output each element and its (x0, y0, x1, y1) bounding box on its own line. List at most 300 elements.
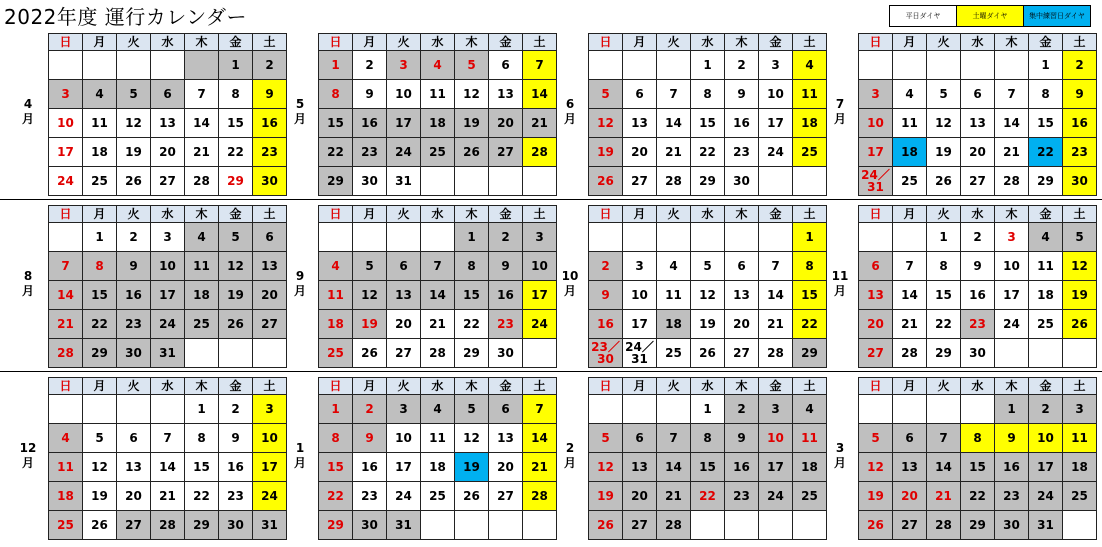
day-cell (927, 51, 961, 80)
day-cell (523, 511, 557, 540)
day-cell: 10 (151, 252, 185, 281)
day-cell: 29 (927, 339, 961, 368)
month-suffix: 月 (21, 284, 34, 298)
day-cell: 18 (893, 138, 927, 167)
day-cell: 1 (319, 395, 353, 424)
day-cell (49, 395, 83, 424)
weekday-header: 日 (49, 206, 83, 223)
week-row (49, 339, 287, 368)
day-cell: 25 (657, 339, 691, 368)
day-cell (859, 51, 893, 80)
day-cell: 24 (995, 310, 1029, 339)
weekday-header: 月 (353, 378, 387, 395)
day-cell: 6 (725, 252, 759, 281)
day-cell: 24 (387, 138, 421, 167)
weekday-header: 日 (49, 34, 83, 51)
day-cell: 9 (961, 252, 995, 281)
day-cell: 11 (421, 424, 455, 453)
day-cell: 13 (117, 453, 151, 482)
day-cell: 3 (253, 395, 287, 424)
day-cell: 5 (1063, 223, 1097, 252)
day-cell: 5 (117, 80, 151, 109)
weekday-header: 月 (353, 206, 387, 223)
day-cell: 6 (489, 51, 523, 80)
day-cell (1063, 339, 1097, 368)
day-cell: 15 (319, 453, 353, 482)
week-row (859, 252, 1097, 281)
month-grid-4 (48, 33, 287, 196)
page-title: 2022年度 運行カレンダー (4, 5, 247, 29)
weekday-header-row (49, 34, 287, 51)
day-cell: 13 (623, 453, 657, 482)
day-cell (961, 395, 995, 424)
day-cell: 8 (319, 424, 353, 453)
weekday-header: 木 (455, 378, 489, 395)
weekday-header: 水 (691, 378, 725, 395)
day-cell: 15 (455, 281, 489, 310)
day-cell: 7 (49, 252, 83, 281)
day-cell (151, 395, 185, 424)
month-label-1 (290, 441, 310, 471)
day-cell: 1 (995, 395, 1029, 424)
week-row (589, 453, 827, 482)
weekday-header: 日 (319, 34, 353, 51)
day-cell: 18 (319, 310, 353, 339)
day-cell: 24 (1029, 482, 1063, 511)
month-number: 7 (835, 97, 845, 111)
weekday-header: 水 (421, 378, 455, 395)
day-cell: 3 (1063, 395, 1097, 424)
month-suffix: 月 (21, 456, 34, 470)
day-cell: 10 (523, 252, 557, 281)
day-cell: 8 (691, 80, 725, 109)
day-cell: 24 (49, 167, 83, 196)
day-cell: 3 (387, 51, 421, 80)
week-row (589, 281, 827, 310)
month-label-9 (290, 269, 310, 299)
week-row (589, 482, 827, 511)
week-row (589, 167, 827, 196)
weekday-header: 土 (253, 378, 287, 395)
weekday-header: 金 (759, 34, 793, 51)
day-cell: 7 (151, 424, 185, 453)
weekday-header: 水 (691, 206, 725, 223)
day-cell: 4 (49, 424, 83, 453)
weekday-header: 金 (219, 378, 253, 395)
day-cell: 23 (219, 482, 253, 511)
weekday-header: 土 (1063, 34, 1097, 51)
day-cell: 15 (1029, 109, 1063, 138)
day-cell: 21 (995, 138, 1029, 167)
month-grid-7 (858, 33, 1097, 196)
month-suffix: 月 (293, 456, 306, 470)
day-cell: 13 (387, 281, 421, 310)
week-row (859, 310, 1097, 339)
day-cell: 21 (421, 310, 455, 339)
day-cell (725, 511, 759, 540)
day-cell (589, 395, 623, 424)
day-cell (893, 51, 927, 80)
day-cell (489, 511, 523, 540)
month-number: 8 (23, 269, 33, 283)
day-cell: 9 (117, 252, 151, 281)
day-cell: 28 (151, 511, 185, 540)
day-cell: 16 (353, 453, 387, 482)
day-cell: 14 (523, 424, 557, 453)
week-row (859, 395, 1097, 424)
weekday-header: 木 (995, 34, 1029, 51)
week-row (859, 51, 1097, 80)
day-cell: 19 (455, 453, 489, 482)
day-cell: 15 (793, 281, 827, 310)
day-cell: 21 (893, 310, 927, 339)
week-row (49, 482, 287, 511)
month-suffix: 月 (563, 456, 576, 470)
day-cell: 14 (421, 281, 455, 310)
weekday-header: 土 (1063, 206, 1097, 223)
day-cell: 17 (759, 453, 793, 482)
day-cell: 18 (185, 281, 219, 310)
day-cell: 30 (961, 339, 995, 368)
weekday-header: 金 (1029, 378, 1063, 395)
month-number: 2 (565, 441, 575, 455)
weekday-header: 水 (151, 206, 185, 223)
month-number: 12 (19, 441, 37, 455)
day-cell (961, 51, 995, 80)
day-cell: 18 (1029, 281, 1063, 310)
weekday-header: 木 (185, 34, 219, 51)
day-cell (995, 51, 1029, 80)
day-cell (623, 51, 657, 80)
day-cell: 18 (657, 310, 691, 339)
day-cell: 17 (387, 453, 421, 482)
day-cell: 31 (387, 167, 421, 196)
week-row (319, 395, 557, 424)
weekday-header-row (49, 206, 287, 223)
day-cell: 17 (523, 281, 557, 310)
week-row (859, 281, 1097, 310)
weekday-header: 土 (793, 206, 827, 223)
weekday-header: 日 (859, 206, 893, 223)
weekday-header: 金 (489, 378, 523, 395)
day-cell: 10 (253, 424, 287, 453)
day-cell (455, 511, 489, 540)
weekday-header: 火 (927, 378, 961, 395)
day-cell: 11 (319, 281, 353, 310)
day-cell (219, 339, 253, 368)
week-row (319, 482, 557, 511)
day-cell: 29 (793, 339, 827, 368)
weekday-header: 金 (219, 34, 253, 51)
day-cell: 6 (893, 424, 927, 453)
week-row (49, 138, 287, 167)
month-number: 5 (295, 97, 305, 111)
day-cell: 1 (927, 223, 961, 252)
day-cell: 6 (961, 80, 995, 109)
weekday-header: 土 (523, 378, 557, 395)
month-grid-2 (588, 377, 827, 540)
day-cell: 19 (117, 138, 151, 167)
day-cell: 28 (49, 339, 83, 368)
weekday-header-row (859, 34, 1097, 51)
legend (890, 5, 1091, 27)
day-cell: 24 (523, 310, 557, 339)
weekday-header: 金 (219, 206, 253, 223)
day-cell: 21 (759, 310, 793, 339)
day-cell (455, 167, 489, 196)
day-cell: 17 (253, 453, 287, 482)
week-row (859, 138, 1097, 167)
week-row (589, 395, 827, 424)
weekday-header: 日 (589, 206, 623, 223)
day-cell (657, 51, 691, 80)
weekday-header: 月 (623, 378, 657, 395)
weekday-header: 月 (893, 206, 927, 223)
day-cell: 20 (489, 453, 523, 482)
day-cell: 2 (489, 223, 523, 252)
day-cell: 24／ 31 (623, 339, 657, 368)
day-cell: 6 (387, 252, 421, 281)
day-cell: 22 (691, 482, 725, 511)
day-cell (489, 167, 523, 196)
day-cell (1029, 339, 1063, 368)
week-row (859, 80, 1097, 109)
day-cell (589, 51, 623, 80)
day-cell: 9 (253, 80, 287, 109)
day-cell: 27 (725, 339, 759, 368)
day-cell: 15 (691, 109, 725, 138)
day-cell: 26 (353, 339, 387, 368)
day-cell: 15 (319, 109, 353, 138)
day-cell: 8 (83, 252, 117, 281)
weekday-header: 木 (725, 206, 759, 223)
day-cell: 30 (995, 511, 1029, 540)
day-cell: 23 (353, 482, 387, 511)
week-row (319, 167, 557, 196)
day-cell: 5 (859, 424, 893, 453)
day-cell: 7 (523, 51, 557, 80)
day-cell: 13 (961, 109, 995, 138)
day-cell: 20 (961, 138, 995, 167)
day-cell: 19 (927, 138, 961, 167)
day-cell: 25 (319, 339, 353, 368)
day-cell: 17 (995, 281, 1029, 310)
week-row (589, 80, 827, 109)
day-cell: 27 (489, 138, 523, 167)
week-row (589, 109, 827, 138)
day-cell: 12 (859, 453, 893, 482)
weekday-header: 火 (657, 34, 691, 51)
day-cell: 14 (927, 453, 961, 482)
week-row (319, 310, 557, 339)
day-cell (589, 223, 623, 252)
day-cell: 12 (117, 109, 151, 138)
week-row (49, 223, 287, 252)
day-cell: 29 (961, 511, 995, 540)
day-cell: 28 (523, 482, 557, 511)
day-cell: 22 (961, 482, 995, 511)
day-cell: 7 (893, 252, 927, 281)
day-cell: 4 (1029, 223, 1063, 252)
day-cell: 24 (759, 138, 793, 167)
month-label-5 (290, 97, 310, 127)
day-cell: 18 (49, 482, 83, 511)
month-number: 10 (561, 269, 579, 283)
day-cell: 18 (1063, 453, 1097, 482)
day-cell: 8 (185, 424, 219, 453)
day-cell: 10 (759, 80, 793, 109)
day-cell: 16 (353, 109, 387, 138)
day-cell: 22 (455, 310, 489, 339)
day-cell (83, 51, 117, 80)
day-cell: 12 (219, 252, 253, 281)
day-cell: 8 (691, 424, 725, 453)
week-row (589, 138, 827, 167)
day-cell: 12 (589, 109, 623, 138)
day-cell: 20 (893, 482, 927, 511)
day-cell: 5 (589, 80, 623, 109)
weekday-header: 土 (523, 34, 557, 51)
day-cell: 10 (859, 109, 893, 138)
day-cell: 29 (319, 167, 353, 196)
day-cell: 6 (859, 252, 893, 281)
weekday-header: 水 (961, 206, 995, 223)
day-cell: 11 (83, 109, 117, 138)
day-cell: 12 (927, 109, 961, 138)
day-cell: 25 (421, 138, 455, 167)
day-cell: 15 (83, 281, 117, 310)
day-cell: 9 (995, 424, 1029, 453)
day-cell: 2 (253, 51, 287, 80)
weekday-header: 日 (859, 378, 893, 395)
day-cell: 14 (523, 80, 557, 109)
month-label-12 (18, 441, 38, 471)
week-row (49, 511, 287, 540)
day-cell (387, 223, 421, 252)
weekday-header: 金 (489, 34, 523, 51)
day-cell: 22 (1029, 138, 1063, 167)
day-cell: 24 (253, 482, 287, 511)
day-cell: 9 (353, 80, 387, 109)
day-cell: 9 (219, 424, 253, 453)
weekday-header: 木 (185, 206, 219, 223)
day-cell: 5 (691, 252, 725, 281)
day-cell: 19 (83, 482, 117, 511)
day-cell: 18 (83, 138, 117, 167)
day-cell: 22 (319, 482, 353, 511)
day-cell: 28 (893, 339, 927, 368)
day-cell: 27 (151, 167, 185, 196)
day-cell: 16 (489, 281, 523, 310)
day-cell: 14 (759, 281, 793, 310)
weekday-header: 火 (387, 206, 421, 223)
day-cell: 28 (995, 167, 1029, 196)
weekday-header: 火 (117, 34, 151, 51)
day-cell: 14 (893, 281, 927, 310)
day-cell: 2 (219, 395, 253, 424)
weekday-header-row (589, 206, 827, 223)
day-cell: 19 (589, 482, 623, 511)
week-row (49, 109, 287, 138)
day-cell: 11 (893, 109, 927, 138)
weekday-header: 水 (691, 34, 725, 51)
day-cell: 23 (961, 310, 995, 339)
weekday-header: 火 (657, 206, 691, 223)
day-cell: 3 (859, 80, 893, 109)
month-grid-5 (318, 33, 557, 196)
weekday-header: 月 (623, 34, 657, 51)
day-cell: 23 (725, 482, 759, 511)
month-suffix: 月 (563, 112, 576, 126)
day-cell: 2 (353, 395, 387, 424)
day-cell: 28 (421, 339, 455, 368)
day-cell: 27 (893, 511, 927, 540)
day-cell (83, 395, 117, 424)
month-number: 4 (23, 97, 33, 111)
weekday-header: 木 (725, 378, 759, 395)
weekday-header: 木 (995, 378, 1029, 395)
month-label-10 (560, 269, 580, 299)
weekday-header: 日 (589, 34, 623, 51)
week-row (319, 424, 557, 453)
day-cell: 31 (1029, 511, 1063, 540)
weekday-header: 木 (455, 34, 489, 51)
day-cell (353, 223, 387, 252)
week-row (589, 252, 827, 281)
day-cell: 19 (219, 281, 253, 310)
week-row (319, 281, 557, 310)
month-label-11 (830, 269, 850, 299)
month-label-7 (830, 97, 850, 127)
day-cell: 2 (117, 223, 151, 252)
weekday-header: 土 (793, 378, 827, 395)
day-cell: 21 (49, 310, 83, 339)
day-cell (759, 511, 793, 540)
month-number: 1 (295, 441, 305, 455)
day-cell: 6 (623, 80, 657, 109)
day-cell: 21 (657, 482, 691, 511)
day-cell (893, 223, 927, 252)
day-cell: 8 (319, 80, 353, 109)
day-cell: 5 (589, 424, 623, 453)
day-cell: 10 (1029, 424, 1063, 453)
day-cell: 16 (725, 109, 759, 138)
day-cell: 7 (185, 80, 219, 109)
row-separator (0, 199, 1102, 200)
day-cell: 26 (455, 482, 489, 511)
weekday-header: 水 (421, 206, 455, 223)
day-cell (927, 395, 961, 424)
day-cell: 30 (117, 339, 151, 368)
day-cell: 28 (523, 138, 557, 167)
weekday-header-row (589, 34, 827, 51)
weekday-header: 水 (961, 34, 995, 51)
weekday-header-row (859, 206, 1097, 223)
day-cell: 27 (623, 167, 657, 196)
day-cell: 19 (353, 310, 387, 339)
day-cell: 12 (691, 281, 725, 310)
weekday-header: 木 (995, 206, 1029, 223)
day-cell: 16 (725, 453, 759, 482)
day-cell: 1 (793, 223, 827, 252)
day-cell (151, 51, 185, 80)
legend-weekday: 平日ダイヤ (889, 5, 957, 27)
day-cell: 1 (219, 51, 253, 80)
weekday-header: 水 (151, 378, 185, 395)
day-cell: 21 (523, 109, 557, 138)
day-cell (859, 395, 893, 424)
day-cell: 20 (117, 482, 151, 511)
